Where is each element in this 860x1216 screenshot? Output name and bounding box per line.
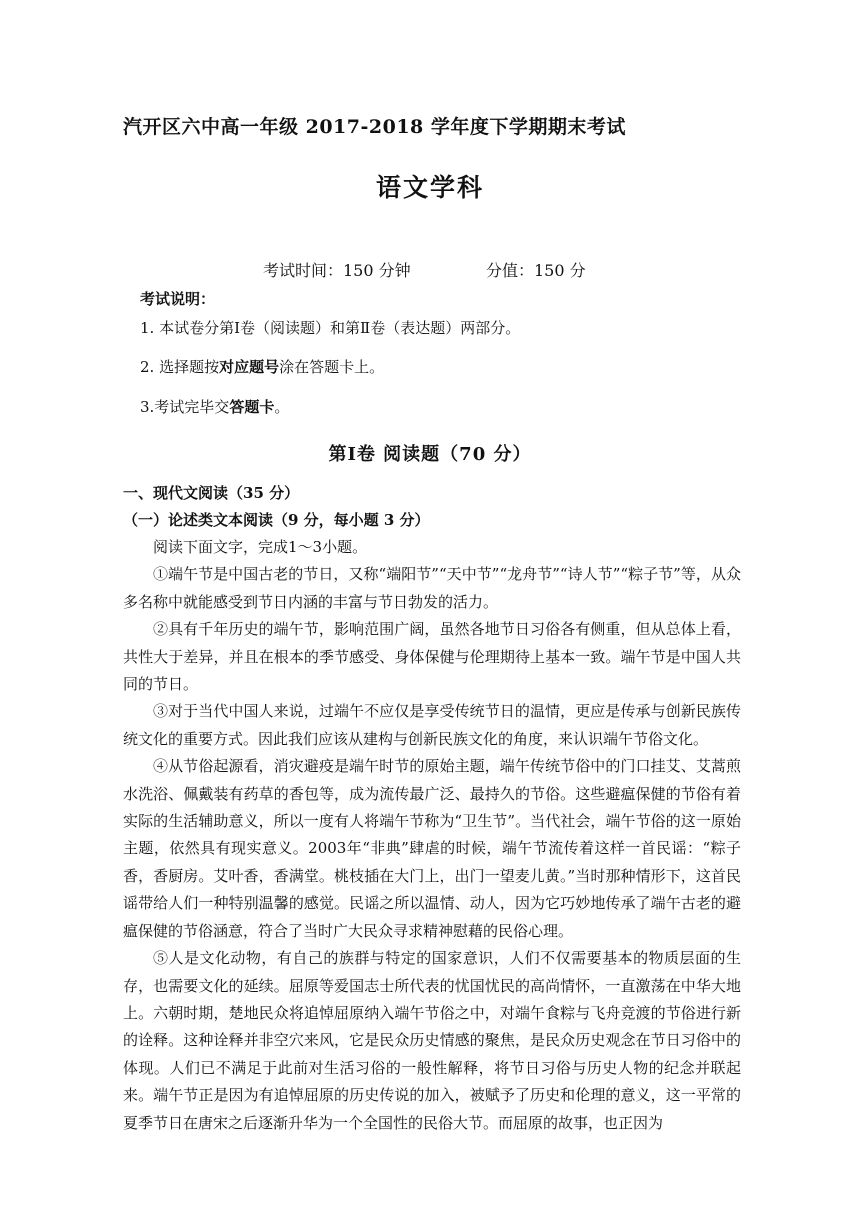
instruction-item-3-post: 。 [274, 398, 290, 416]
instruction-item-2-post: 涂在答题卡上。 [279, 358, 385, 376]
instruction-item-2-pre: 2. 选择题按 [140, 358, 220, 376]
passage-paragraph-1: ①端午节是中国古老的节日，又称“端阳节”“天中节”“龙舟节”“诗人节”“粽子节”等，从众多名称中就能感受到节日内涵的丰富与节日勃发的活力。 [123, 565, 741, 611]
exam-title: 汽开区六中高一年级 2017-2018 学年度下学期期末考试 [123, 116, 626, 138]
passage-paragraph-4: ④从节俗起源看，消灾避疫是端午时节的原始主题，端午传统节俗中的门口挂艾、艾蒿煎水洗浴、佩戴装有药草的香包等，成为流传最广泛、最持久的节俗。这些避瘟保健的节俗有着实际的生活辅助意义，所以一度有人将端午节称为“卫生节”。当代社会，端午节俗的这一原始主题，依然具有现实意义。2003年“非典”肆虐的时候，端午节流传着这样一首民谣：“粽子香，香厨房。艾叶香，香满堂。桃枝插在大门上，出门一望麦儿黄。”当时那种情形下，这首民谣带给人们一种特别温馨的感觉。民谣之所以温情、动人，因为它巧妙地传承了端午古老的避瘟保健的节俗涵意，符合了当时广大民众寻求精神慰藉的民俗心理。 [123, 757, 741, 940]
exam-time: 考试时间：150 分钟 [263, 261, 411, 280]
reading-passage [123, 534, 741, 1137]
passage-paragraph-2: ②具有千年历史的端午节，影响范围广阔，虽然各地节日习俗各有侧重，但从总体上看，共性大于差异，并且在根本的季节感受、身体保健与伦理期待上基本一致。端午节是中国人共同的节日。 [123, 620, 741, 694]
subsection-heading: （一）论述类文本阅读（9 分，每小题 3 分） [123, 511, 430, 529]
passage-paragraph-3: ③对于当代中国人来说，过端午不应仅是享受传统节日的温情，更应是传承与创新民族传统文化的重要方式。因此我们应该从建构与创新民族文化的角度，来认识端午节俗文化。 [123, 702, 741, 748]
passage-intro: 阅读下面文字，完成1～3小题。 [153, 538, 368, 556]
instruction-item-1: 1. 本试卷分第Ⅰ卷（阅读题）和第Ⅱ卷（表达题）两部分。 [140, 319, 521, 337]
instruction-item-3 [140, 396, 289, 417]
section-heading: 一、现代文阅读（35 分） [123, 484, 300, 502]
instruction-item-2 [140, 356, 384, 377]
total-score: 分值：150 分 [486, 261, 586, 280]
passage-paragraph-5: ⑤人是文化动物，有自己的族群与特定的国家意识，人们不仅需要基本的物质层面的生存，也需要文化的延续。屈原等爱国志士所代表的忧国忧民的高尚情怀，一直激荡在中华大地上。六朝时期，楚地民众将追悼屈原纳入端午节俗之中，对端午食粽与飞舟竞渡的节俗进行新的诠释。这种诠释并非空穴来风，它是民众历史情感的聚焦，是民众历史观念在节日习俗中的体现。人们已不满足于此前对生活习俗的一般性解释，将节日习俗与历史人物的纪念并联起来。端午节正是因为有追悼屈原的历史传说的加入，被赋予了历史和伦理的意义，这一平常的夏季节日在唐宋之后逐渐升华为一个全国性的民俗大节。而屈原的故事，也正因为 [123, 949, 741, 1132]
instructions-heading: 考试说明： [140, 290, 216, 308]
instruction-item-3-bold: 答题卡 [229, 398, 275, 416]
instruction-item-2-bold: 对应题号 [219, 358, 280, 376]
part-title: 第Ⅰ卷 阅读题（70 分） [328, 444, 532, 465]
instruction-item-3-pre: 3.考试完毕交 [140, 398, 230, 416]
subject-title: 语文学科 [375, 173, 484, 202]
